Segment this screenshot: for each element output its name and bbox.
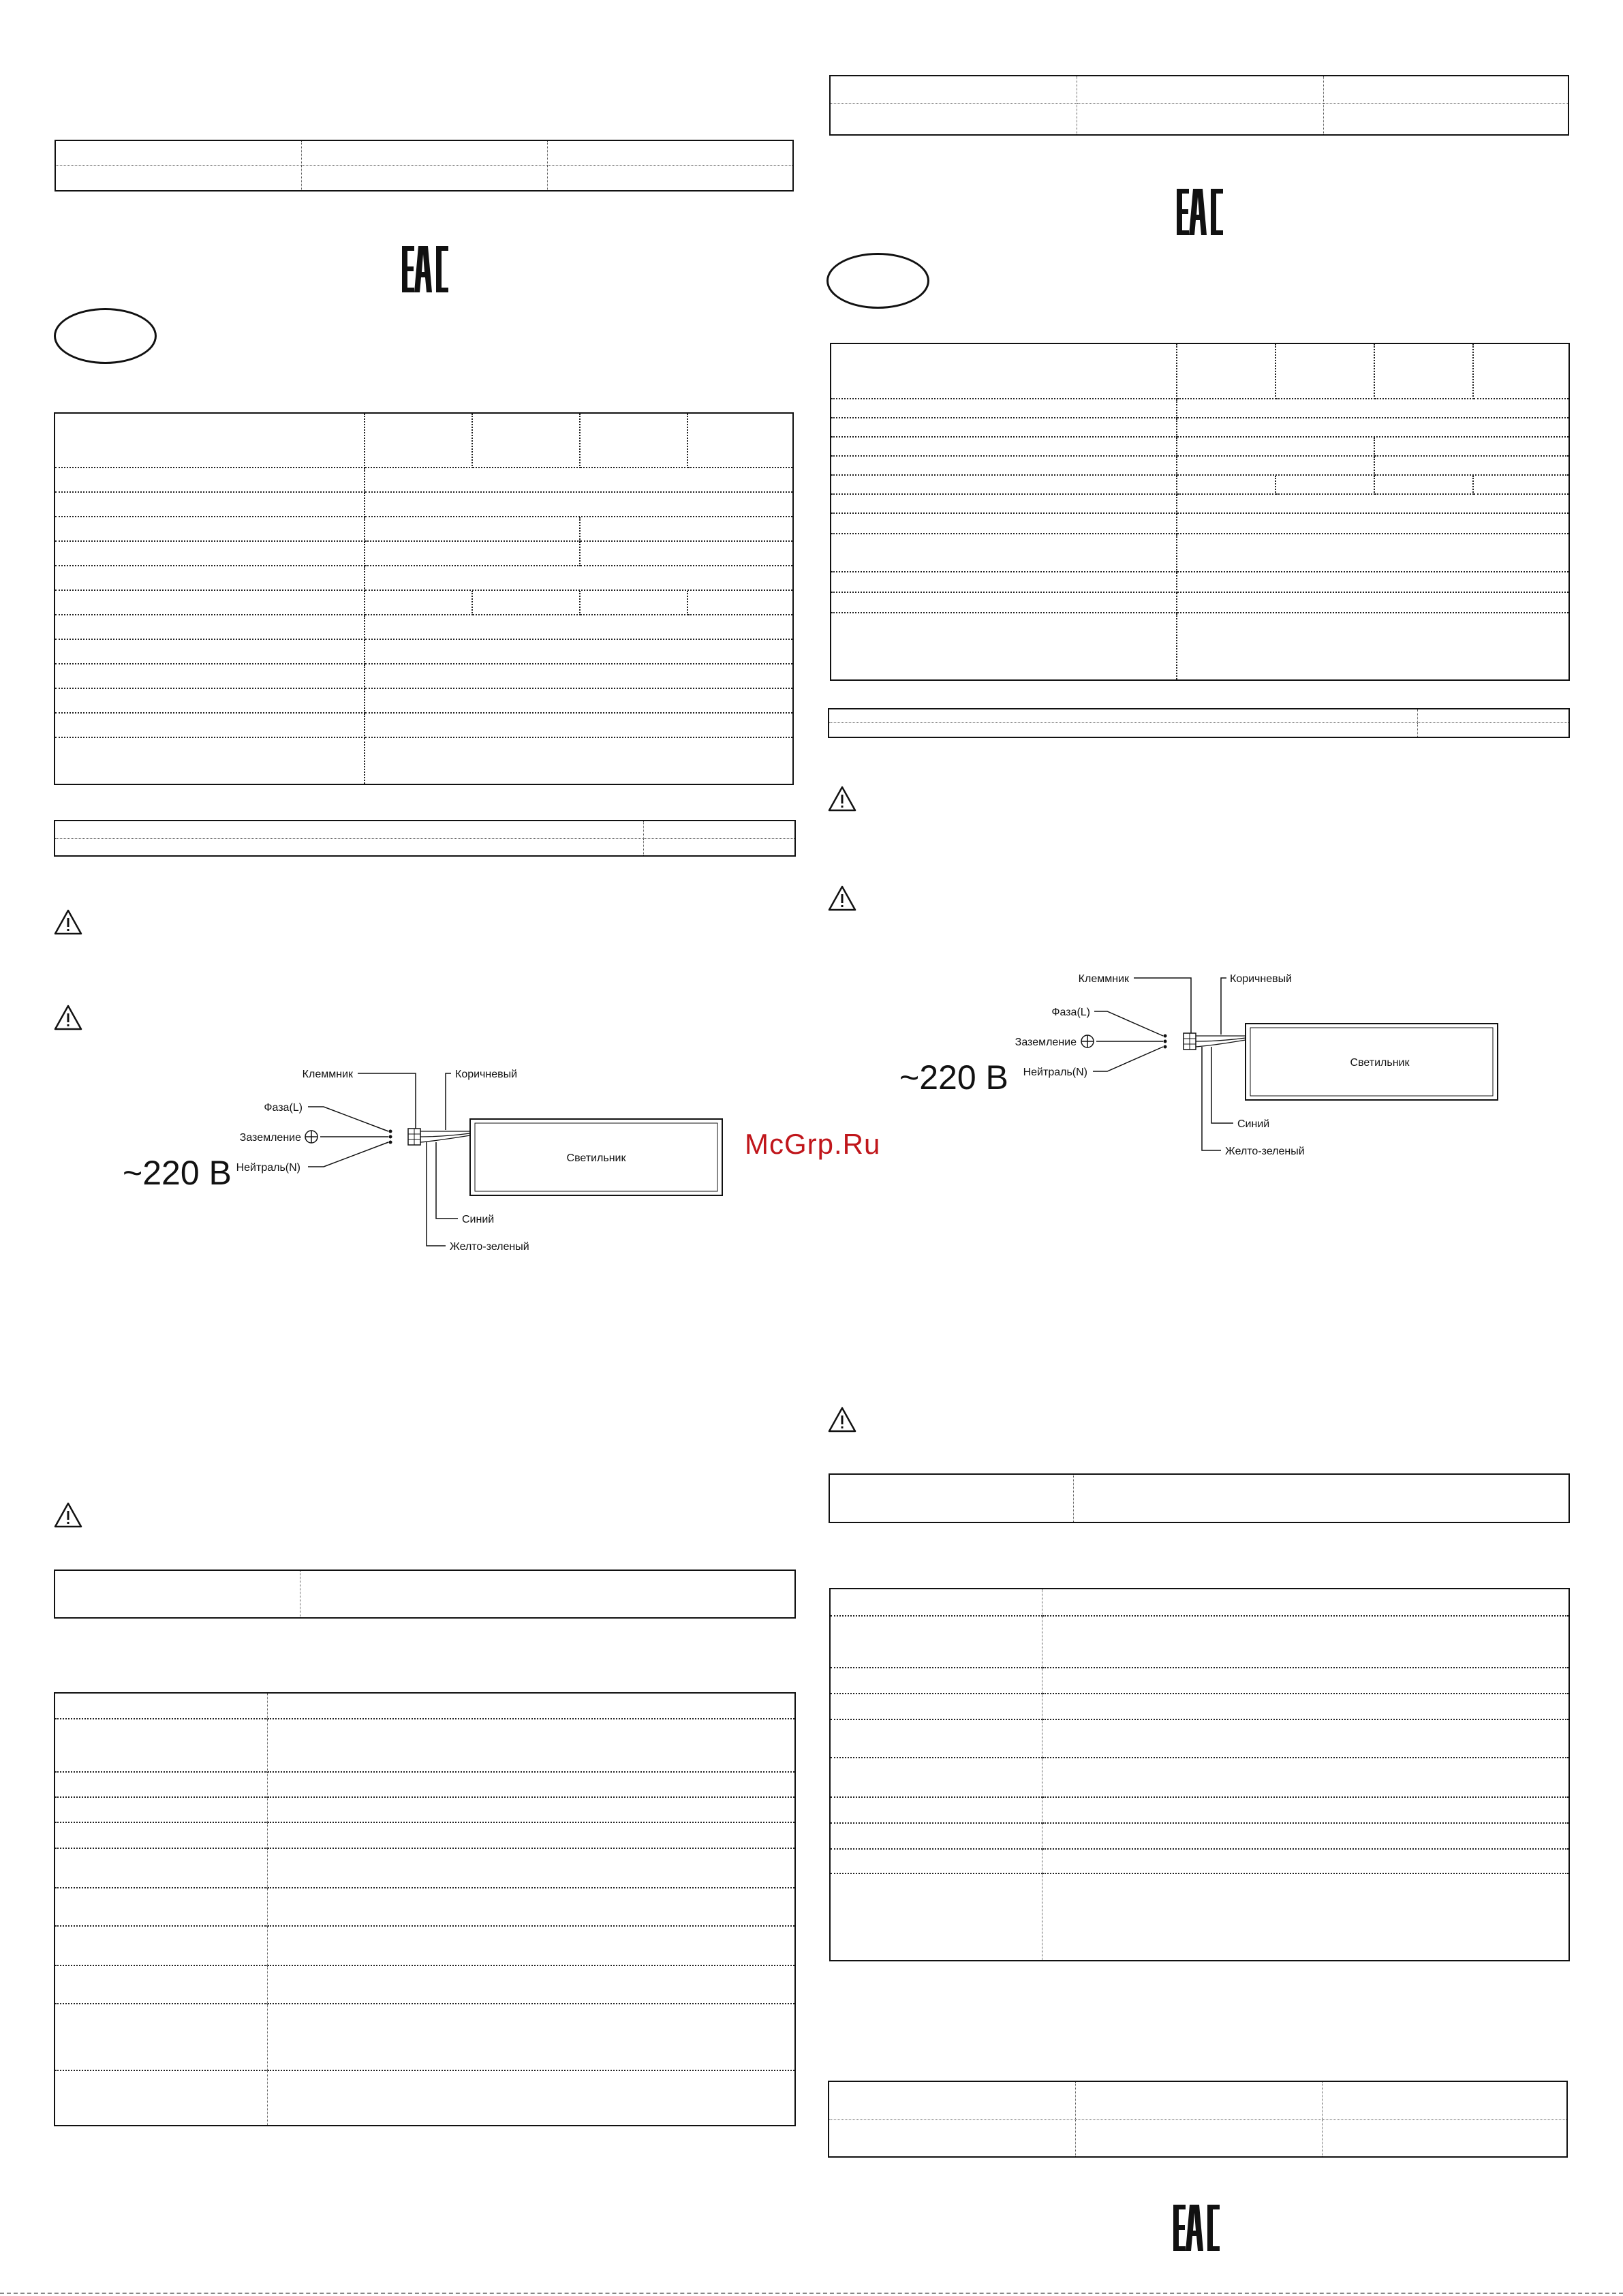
- table-cell: [831, 613, 1177, 679]
- table-cell: [55, 821, 644, 839]
- table-cell: [55, 2004, 268, 2071]
- table-cell: [55, 1571, 300, 1617]
- table-cell: [1177, 476, 1276, 495]
- terminal-block-icon: [408, 1129, 420, 1145]
- table-cell: [1177, 514, 1568, 534]
- table-cell: [1474, 476, 1568, 495]
- table-cell: [1177, 495, 1568, 514]
- table-cell: [1042, 1824, 1568, 1850]
- table-cell: [365, 468, 792, 493]
- table-cell: [55, 542, 365, 566]
- table-cell: [829, 2120, 1076, 2156]
- table-cell: [268, 1849, 794, 1888]
- table-cell: [581, 542, 792, 566]
- voltage-label: ~220 В: [123, 1154, 232, 1192]
- table-cell: [268, 1888, 794, 1927]
- table-cell: [365, 566, 792, 591]
- table-cell: [1077, 104, 1324, 134]
- table-cell: [1323, 2082, 1566, 2120]
- table-cell: [365, 414, 473, 468]
- lamp-label: Светильник: [1350, 1057, 1410, 1069]
- table-cell: [688, 414, 792, 468]
- table-cell: [1042, 1668, 1568, 1694]
- table-cell: [1418, 723, 1568, 737]
- table-cell: [1323, 2120, 1566, 2156]
- table-cell: [365, 664, 792, 689]
- table-cell: [1177, 399, 1568, 418]
- ground-label: Заземление: [239, 1132, 301, 1144]
- table-cell: [55, 738, 365, 784]
- language-badge-oval: [826, 253, 929, 309]
- table-cell: [365, 640, 792, 664]
- warning-triangle-icon: [827, 785, 857, 812]
- table-cell: [1324, 104, 1568, 134]
- table-cell: [831, 1874, 1042, 1960]
- table-cell: [581, 591, 688, 615]
- table-cell: [55, 1773, 268, 1798]
- table-cell: [830, 1475, 1074, 1522]
- table-cell: [1474, 344, 1568, 399]
- table-cell: [831, 476, 1177, 495]
- table-cell: [1177, 572, 1568, 593]
- table-cell: [831, 1694, 1042, 1720]
- table-cell: [55, 566, 365, 591]
- table-cell: [1076, 2120, 1323, 2156]
- table-cell: [55, 714, 365, 738]
- table-cell: [831, 438, 1177, 457]
- left-bottom-table: [54, 1692, 796, 2126]
- table-cell: [1042, 1617, 1568, 1668]
- table-cell: [831, 1589, 1042, 1617]
- table-cell: [831, 593, 1177, 613]
- terminal-label: Клеммник: [302, 1069, 353, 1080]
- table-cell: [831, 399, 1177, 418]
- table-cell: [1375, 438, 1568, 457]
- right-bottom-small-table: [828, 2081, 1568, 2158]
- table-cell: [1042, 1589, 1568, 1617]
- table-cell: [831, 418, 1177, 438]
- table-cell: [1042, 1758, 1568, 1798]
- table-cell: [1177, 593, 1568, 613]
- table-cell: [1076, 2082, 1323, 2120]
- table-cell: [55, 468, 365, 493]
- table-cell: [55, 664, 365, 689]
- table-cell: [831, 1798, 1042, 1824]
- table-cell: [55, 2071, 268, 2125]
- table-cell: [1042, 1850, 1568, 1874]
- table-cell: [831, 1824, 1042, 1850]
- table-cell: [1375, 457, 1568, 476]
- warning-triangle-icon: [827, 885, 857, 912]
- table-cell: [1276, 344, 1375, 399]
- table-cell: [1042, 1694, 1568, 1720]
- table-cell: [1177, 438, 1375, 457]
- table-cell: [300, 1571, 794, 1617]
- table-cell: [831, 1850, 1042, 1874]
- left-spec-table: [54, 412, 794, 785]
- table-cell: [55, 517, 365, 542]
- neutral-label: Нейтраль(N): [1023, 1067, 1087, 1078]
- table-cell: [56, 141, 302, 166]
- table-cell: [829, 709, 1418, 723]
- phase-label: Фаза(L): [1051, 1007, 1090, 1018]
- warning-triangle-icon: [53, 1004, 83, 1031]
- watermark-text[interactable]: McGrp.Ru: [745, 1128, 881, 1160]
- wiring-diagram-left: [116, 1055, 743, 1273]
- table-cell: [1177, 344, 1276, 399]
- table-cell: [365, 542, 581, 566]
- ground-label: Заземление: [1015, 1037, 1077, 1048]
- table-cell: [55, 591, 365, 615]
- table-cell: [829, 2082, 1076, 2120]
- table-cell: [55, 615, 365, 640]
- table-cell: [831, 495, 1177, 514]
- table-cell: [302, 141, 548, 166]
- blue-wire-label: Синий: [1237, 1118, 1270, 1130]
- table-cell: [55, 1694, 268, 1719]
- table-cell: [831, 572, 1177, 593]
- table-cell: [1276, 476, 1375, 495]
- table-cell: [365, 591, 473, 615]
- table-cell: [1375, 476, 1474, 495]
- table-cell: [268, 1823, 794, 1849]
- table-cell: [55, 640, 365, 664]
- table-cell: [831, 104, 1077, 134]
- lamp-panel: [470, 1119, 722, 1195]
- right-info-box: [829, 1473, 1570, 1523]
- warning-triangle-icon: [827, 1406, 857, 1433]
- table-cell: [268, 1773, 794, 1798]
- table-cell: [365, 738, 792, 784]
- table-cell: [268, 1719, 794, 1773]
- table-cell: [831, 1758, 1042, 1798]
- warning-triangle-icon: [53, 1501, 83, 1529]
- table-cell: [55, 1888, 268, 1927]
- table-cell: [1418, 709, 1568, 723]
- table-cell: [831, 514, 1177, 534]
- table-cell: [644, 839, 794, 855]
- eac-mark-icon: [401, 245, 450, 294]
- right-spec-table: [830, 343, 1570, 681]
- table-cell: [1177, 534, 1568, 572]
- table-cell: [268, 1927, 794, 1966]
- table-cell: [268, 1798, 794, 1823]
- right-bottom-table: [829, 1588, 1570, 1961]
- table-cell: [55, 493, 365, 517]
- table-cell: [831, 344, 1177, 399]
- table-cell: [829, 723, 1418, 737]
- left-small-table: [54, 820, 796, 857]
- table-cell: [55, 414, 365, 468]
- table-cell: [1042, 1720, 1568, 1758]
- neutral-label: Нейтраль(N): [236, 1162, 300, 1174]
- table-cell: [581, 517, 792, 542]
- brown-wire-label: Коричневый: [455, 1069, 518, 1080]
- table-cell: [831, 457, 1177, 476]
- brown-wire-label: Коричневый: [1230, 973, 1293, 985]
- table-cell: [302, 166, 548, 190]
- terminal-label: Клеммник: [1078, 973, 1129, 985]
- table-cell: [55, 1849, 268, 1888]
- table-cell: [55, 1719, 268, 1773]
- lamp-label: Светильник: [566, 1152, 626, 1164]
- table-cell: [831, 1720, 1042, 1758]
- lamp-panel: [1246, 1024, 1498, 1100]
- table-cell: [268, 1694, 794, 1719]
- table-cell: [365, 615, 792, 640]
- table-cell: [1177, 418, 1568, 438]
- table-cell: [548, 166, 792, 190]
- table-cell: [1177, 457, 1375, 476]
- table-cell: [1324, 76, 1568, 104]
- right-small-table: [828, 708, 1570, 738]
- voltage-label: ~220 В: [899, 1058, 1008, 1097]
- left-info-box: [54, 1570, 796, 1619]
- table-cell: [56, 166, 302, 190]
- page-bottom-rule: [0, 2293, 1623, 2294]
- table-cell: [55, 689, 365, 714]
- table-cell: [365, 689, 792, 714]
- table-cell: [581, 414, 688, 468]
- table-cell: [55, 1927, 268, 1966]
- table-cell: [1077, 76, 1324, 104]
- table-cell: [831, 1617, 1042, 1668]
- yellow-green-wire-label: Желто-зеленый: [450, 1241, 529, 1253]
- yellow-green-wire-label: Желто-зеленый: [1225, 1146, 1305, 1157]
- warning-triangle-icon: [53, 908, 83, 936]
- table-cell: [55, 1966, 268, 2004]
- language-badge-oval: [54, 308, 157, 364]
- table-cell: [268, 2071, 794, 2125]
- table-cell: [688, 591, 792, 615]
- table-cell: [831, 76, 1077, 104]
- table-cell: [365, 714, 792, 738]
- table-cell: [55, 839, 644, 855]
- table-cell: [1375, 344, 1474, 399]
- table-cell: [365, 517, 581, 542]
- ground-symbol-icon: [305, 1131, 318, 1143]
- table-cell: [1042, 1874, 1568, 1960]
- phase-label: Фаза(L): [264, 1102, 303, 1114]
- table-cell: [1042, 1798, 1568, 1824]
- eac-mark-icon: [1172, 2203, 1221, 2252]
- wiring-diagram-right: [893, 960, 1519, 1178]
- table-cell: [473, 414, 581, 468]
- eac-mark-icon: [1175, 187, 1224, 236]
- table-cell: [1074, 1475, 1568, 1522]
- table-cell: [1177, 613, 1568, 679]
- ground-symbol-icon: [1081, 1035, 1094, 1047]
- terminal-block-icon: [1184, 1033, 1196, 1050]
- table-cell: [55, 1798, 268, 1823]
- blue-wire-label: Синий: [462, 1214, 495, 1225]
- table-cell: [548, 141, 792, 166]
- table-cell: [365, 493, 792, 517]
- table-cell: [473, 591, 581, 615]
- table-cell: [831, 1668, 1042, 1694]
- table-cell: [268, 1966, 794, 2004]
- table-cell: [644, 821, 794, 839]
- right-top-table: [829, 75, 1569, 136]
- table-cell: [268, 2004, 794, 2071]
- table-cell: [831, 534, 1177, 572]
- table-cell: [55, 1823, 268, 1849]
- left-top-table: [55, 140, 794, 192]
